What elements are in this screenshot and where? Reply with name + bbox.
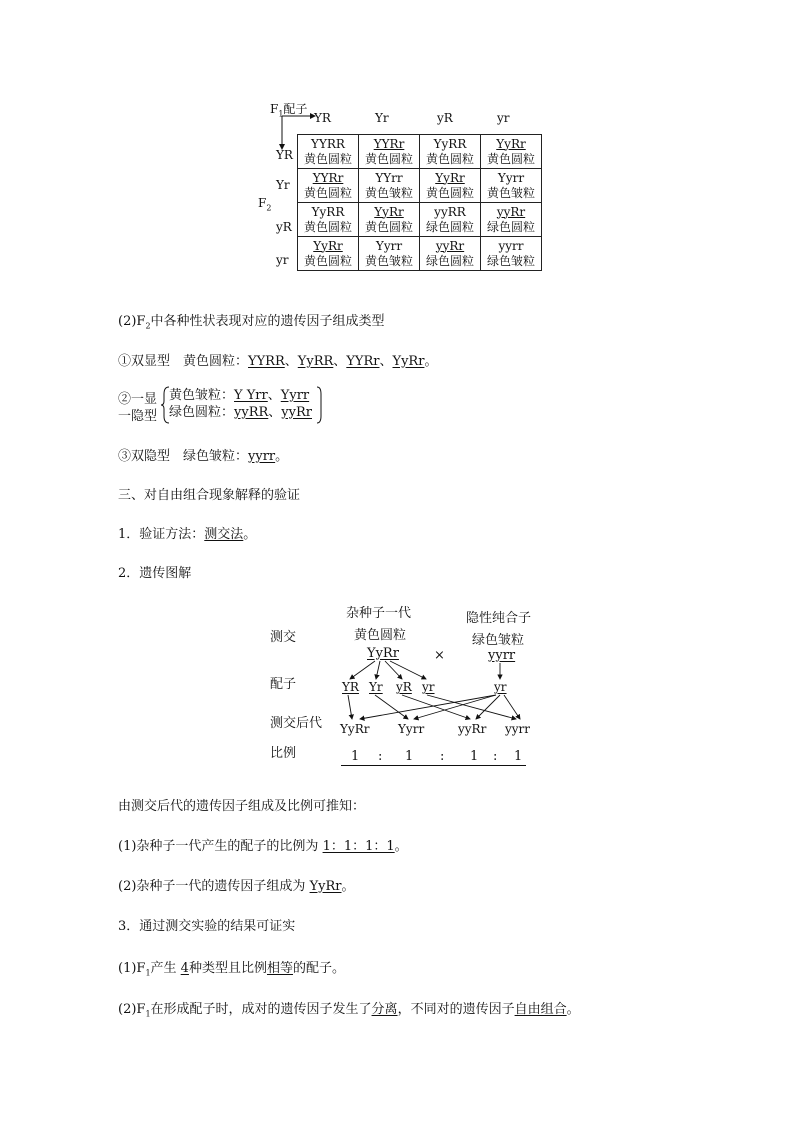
cell-phenotype: 黄色圆粒 bbox=[303, 219, 352, 234]
offspring: yyRr bbox=[458, 722, 487, 736]
cell-phenotype: 黄色圆粒 bbox=[364, 219, 413, 234]
punnett-cell bbox=[481, 237, 542, 271]
recessive-gamete: yr bbox=[494, 680, 507, 694]
punnett-cell bbox=[481, 169, 542, 203]
diagram-heading: 2．遗传图解 bbox=[118, 566, 192, 581]
row-header: yR bbox=[276, 220, 292, 234]
ratio-sep: : bbox=[378, 749, 383, 764]
ratio-sep: : bbox=[440, 749, 445, 764]
cell-phenotype: 绿色圆粒 bbox=[486, 219, 535, 234]
cell-phenotype: 黄色圆粒 bbox=[425, 185, 474, 200]
recessive-genotype: yyrr bbox=[488, 648, 516, 663]
cell-phenotype: 黄色圆粒 bbox=[303, 185, 352, 200]
cell-genotype: YyRr bbox=[496, 136, 526, 151]
cell-genotype: YYRr bbox=[373, 136, 405, 151]
cell-phenotype: 黄色圆粒 bbox=[303, 253, 352, 268]
cell-phenotype: 黄色皱粒 bbox=[486, 185, 535, 200]
section-title: 三、对自由组合现象解释的验证 bbox=[118, 488, 301, 503]
conclusion-intro: 由测交后代的遗传因子组成及比例可推知： bbox=[118, 799, 366, 814]
cross-symbol: × bbox=[434, 648, 445, 663]
cell-genotype: YyRR bbox=[311, 204, 345, 219]
cell-phenotype: 黄色圆粒 bbox=[364, 151, 413, 166]
cell-phenotype: 绿色圆粒 bbox=[425, 253, 474, 268]
cell-genotype: YYrr bbox=[375, 170, 403, 185]
cell-phenotype: 绿色皱粒 bbox=[486, 253, 535, 268]
verification-1: $(1)F_1$产生 4种类型且比例相等的配子。 bbox=[118, 961, 345, 978]
punnett-row bbox=[298, 135, 542, 169]
punnett-cell bbox=[481, 203, 542, 237]
gamete: Yr bbox=[369, 680, 383, 694]
cell-genotype: Yyrr bbox=[375, 238, 403, 253]
double-dominant-line: ①双显型 黄色圆粒：YYRR、YyRR、YYRr、YyRr。 bbox=[118, 354, 438, 369]
offspring: Yyrr bbox=[398, 722, 425, 736]
punnett-cell bbox=[420, 203, 481, 237]
col-header: yR bbox=[437, 111, 453, 125]
single-dominant-label-top: ②一显 bbox=[118, 392, 158, 407]
punnett-cell bbox=[298, 135, 359, 169]
cell-phenotype: 黄色皱粒 bbox=[364, 253, 413, 268]
punnett-cell bbox=[420, 169, 481, 203]
verification-title: 3．通过测交实验的结果可证实 bbox=[118, 919, 296, 934]
punnett-cell bbox=[481, 135, 542, 169]
punnett-cell bbox=[359, 135, 420, 169]
row-header: Yr bbox=[276, 178, 290, 192]
cell-genotype: YyRr bbox=[313, 238, 343, 253]
punnett-cell bbox=[298, 169, 359, 203]
offspring: yyrr bbox=[505, 722, 531, 736]
cell-phenotype: 黄色圆粒 bbox=[425, 151, 474, 166]
cell-genotype: YYRr bbox=[312, 170, 344, 185]
green-round-line: 绿色圆粒：yyRR、yyRr bbox=[169, 405, 312, 420]
ratio-value: 1 bbox=[514, 749, 523, 764]
row-label-testcross: 测交 bbox=[270, 630, 297, 645]
row-header: yr bbox=[276, 253, 289, 267]
row-header: YR bbox=[276, 148, 293, 162]
ratio-value: 1 bbox=[351, 749, 360, 764]
col-header: yr bbox=[497, 111, 510, 125]
offspring: YyRr bbox=[340, 722, 370, 736]
ratio-value: 1 bbox=[470, 749, 479, 764]
cell-phenotype: 黄色圆粒 bbox=[486, 151, 535, 166]
cell-genotype: YyRr bbox=[435, 170, 465, 185]
cell-phenotype: 黄色皱粒 bbox=[364, 185, 413, 200]
f1-gamete-label: $F_1$配子 bbox=[270, 102, 308, 119]
punnett-row bbox=[298, 203, 542, 237]
punnett-row bbox=[298, 169, 542, 203]
hybrid-title: 杂种子一代 bbox=[346, 606, 412, 621]
punnett-row bbox=[298, 237, 542, 271]
gamete: yR bbox=[396, 680, 412, 694]
cell-genotype: yyRr bbox=[435, 238, 465, 253]
ratio-underline bbox=[341, 765, 526, 766]
ratio-value: 1 bbox=[405, 749, 414, 764]
recessive-phenotype: 绿色皱粒 bbox=[472, 633, 525, 648]
gamete: YR bbox=[342, 680, 359, 694]
double-recessive-line: ③双隐型 绿色皱粒：yyrr。 bbox=[118, 449, 289, 464]
row-label-ratio: 比例 bbox=[270, 746, 297, 761]
f2-label: $F_2$ bbox=[258, 196, 272, 213]
hybrid-genotype: YyRr bbox=[367, 646, 399, 661]
row-label-gametes: 配子 bbox=[270, 677, 297, 692]
cell-genotype: YyRR bbox=[433, 136, 467, 151]
punnett-cell bbox=[359, 169, 420, 203]
col-header: YR bbox=[314, 111, 331, 125]
punnett-cell bbox=[359, 203, 420, 237]
punnett-cell bbox=[420, 135, 481, 169]
f2-genotype-heading: $(2)F_2$中各种性状表现对应的遗传因子组成类型 bbox=[118, 314, 385, 331]
punnett-cell bbox=[420, 237, 481, 271]
verification-2: $(2)F_1$在形成配子时，成对的遗传因子发生了分离，不同对的遗传因子自由组合。 bbox=[118, 1002, 580, 1019]
single-dominant-label-bottom: 一隐型 bbox=[118, 409, 158, 424]
cell-genotype: yyrr bbox=[498, 238, 524, 253]
conclusion-1: (1)杂种子一代产生的配子的比例为 1：1：1：1。 bbox=[118, 839, 408, 854]
cell-genotype: YYRR bbox=[311, 136, 345, 151]
punnett-cell bbox=[359, 237, 420, 271]
right-brace bbox=[316, 386, 324, 424]
conclusion-2: (2)杂种子一代的遗传因子组成为 YyRr。 bbox=[118, 879, 355, 894]
cross-arrows bbox=[330, 655, 540, 725]
yellow-wrinkled-line: 黄色皱粒：Y Yrr、Yyrr bbox=[169, 388, 310, 403]
punnett-cell bbox=[298, 203, 359, 237]
method-line: 1．验证方法：测交法。 bbox=[118, 527, 257, 542]
col-header: Yr bbox=[375, 111, 389, 125]
hybrid-phenotype: 黄色圆粒 bbox=[354, 628, 407, 643]
recessive-title: 隐性纯合子 bbox=[466, 611, 532, 626]
punnett-cell bbox=[298, 237, 359, 271]
cell-genotype: YyRr bbox=[374, 204, 404, 219]
cell-phenotype: 黄色圆粒 bbox=[303, 151, 352, 166]
cell-genotype: yyRr bbox=[496, 204, 526, 219]
gamete: yr bbox=[422, 680, 435, 694]
cell-genotype: Yyrr bbox=[497, 170, 525, 185]
ratio-sep: : bbox=[493, 749, 498, 764]
cell-genotype: yyRR bbox=[434, 204, 466, 219]
punnett-grid bbox=[297, 134, 542, 271]
row-label-offspring: 测交后代 bbox=[270, 716, 323, 731]
cell-phenotype: 绿色圆粒 bbox=[425, 219, 474, 234]
